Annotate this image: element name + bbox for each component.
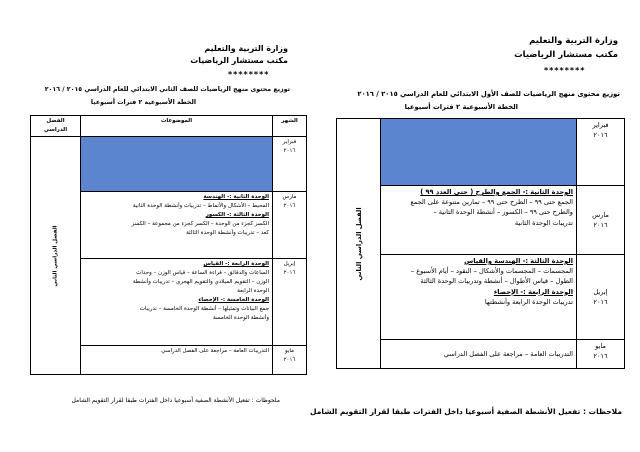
left-topic-line: كعد – تدريبات وأنشطة الوحدة الثالثة	[186, 230, 269, 236]
left-topic-line: المحيط – الأشكال والأنماط – تدريبات وأنشطة الوحدة الثانية	[132, 203, 269, 209]
right-topic-line: تدريبات الوحدة الثانية	[514, 218, 573, 227]
left-header-topics: الموضوعات	[81, 116, 273, 137]
left-ministry: وزارة التربية والتعليم	[204, 44, 288, 53]
right-unit-heading: الوحدة الرابعة :- الإحصاء	[493, 287, 573, 296]
right-month-feb: فبراير ٢٠١٦	[577, 119, 625, 186]
right-semester-label: الفصل الدراسي الثاني	[354, 206, 363, 281]
left-topics-mar	[81, 192, 273, 259]
right-semester-cell	[337, 119, 381, 369]
left-topics-apr	[81, 259, 273, 346]
right-month-may: مايو ٢٠١٦	[577, 340, 625, 369]
right-title: توزيع محتوى منهج الرياضيات للصف الأول الابتدائي للعام الدراسي ٢٠١٥ / ٢٠١٦	[357, 90, 620, 98]
right-month-apr: إبريل ٢٠١٦	[577, 255, 625, 340]
left-semester-cell	[31, 137, 81, 375]
left-month-may: مايو ٢٠١٦	[273, 346, 307, 375]
right-highlight-cell	[381, 119, 577, 186]
left-unit-heading: الوحدة الثالثة :- الكسور	[205, 212, 269, 218]
right-topics-may	[381, 340, 577, 369]
right-topics-apr	[381, 255, 577, 340]
right-topics-mar	[381, 186, 577, 255]
left-unit-heading: الوحدة الرابعة :- القياس	[203, 261, 269, 267]
left-office: مكتب مستشار الرياضيات	[190, 56, 288, 65]
left-note: ملحوظات : تفعيل الأنشطة الصفية أسبوعيا داخل الفترات طبقا لقرار التقويم الشامل	[71, 397, 280, 404]
left-subtitle: الخطة الأسبوعية ٢ فترات أسبوعيا	[90, 99, 196, 106]
right-topic-line: والطرح حتى ٩٩ – الكسور – أنشطة الوحدة الثانية –	[433, 208, 573, 217]
left-topic-line: الوزن – التقويم الميلادي والتقويم الهجري – تدريبات وأنشطة	[132, 279, 269, 285]
left-highlight-cell	[81, 137, 273, 192]
left-topic-line: الكسر كجزء من الوحدة – الكسر كجزء من مجموعة – الكسر	[131, 221, 269, 227]
left-header-semester: الفصل الدراسي	[31, 116, 81, 137]
right-schedule-table	[336, 118, 625, 369]
left-title: توزيع محتوى منهج الرياضيات للصف الثاني الابتدائي للعام الدراسي ٢٠١٥ / ٢٠١٦	[44, 86, 290, 93]
right-topic-line: التدريبات العامة – مراجعة على الفصل الدراسي	[443, 349, 573, 358]
left-unit-heading: الوحدة الخامسة :- الإحصاء	[198, 297, 269, 303]
right-row-feb	[337, 119, 625, 186]
left-topic-line: الساعات والدقائق – قراءة الساعة – قياس الوزن – وحدات	[136, 270, 269, 276]
left-stars: ********	[228, 70, 270, 79]
left-topics-may	[81, 346, 273, 375]
right-subtitle: الخطة الأسبوعية ٢ فترات أسبوعيا	[404, 103, 518, 111]
left-topic-line: التدريبات العامة – مراجعة على الفصل الدراسي	[161, 348, 269, 354]
right-office: مكتب مستشار الرياضيات	[514, 50, 618, 60]
right-topic-line: المجسمات – المجسمات والأشكال – النقود – أيام الأسبوع –	[410, 267, 573, 276]
right-unit-heading: الوحدة الثانية :- الجمع والطرح ( حتى العدد ٩٩ )	[420, 188, 573, 196]
right-note: ملاحظات : تفعيل الأنشطة الصفية أسبوعيا داخل الفترات طبقا لقرار التقويم الشامل	[310, 407, 622, 416]
left-header-row	[31, 116, 307, 137]
left-topic-line: الوحدة الرابعة	[237, 288, 269, 294]
left-semester-label: الفصل الدراسي الثاني	[52, 224, 58, 287]
left-month-mar: مارس ٢٠١٦	[273, 192, 307, 259]
left-unit-heading: الوحدة الثانية :- الهندسة	[203, 194, 269, 200]
right-topic-line: تدريبات الوحدة الرابعة وأنشطتها	[484, 297, 573, 306]
left-row-feb	[31, 137, 307, 192]
left-topic-line: جمع البيانات وتمثيلها – أنشطة الوحدة الخامسة – تدريبات	[139, 306, 269, 312]
left-header-month: الشهر	[273, 116, 307, 137]
left-schedule-table	[30, 115, 307, 375]
right-topic-line: الجمع حتى ٩٩ – الطرح حتى ٩٩ – تمارين متنوعة على الجمع	[410, 198, 573, 207]
right-unit-heading: الوحدة الثالثة :- الهندسة والقياس	[464, 257, 573, 265]
left-topic-line: وأنشطة الوحدة الخامسة	[212, 315, 269, 321]
left-month-feb: فبراير ٢٠١٦	[273, 137, 307, 192]
right-month-mar: مارس ٢٠١٦	[577, 186, 625, 255]
right-topic-line: الطول – قياس الأطوال – أنشطة وتدريبات الوحدة الثالثة	[420, 277, 573, 286]
right-ministry: وزارة التربية والتعليم	[529, 36, 618, 46]
left-month-apr: إبريل ٢٠١٦	[273, 259, 307, 346]
right-stars: ********	[544, 66, 586, 75]
